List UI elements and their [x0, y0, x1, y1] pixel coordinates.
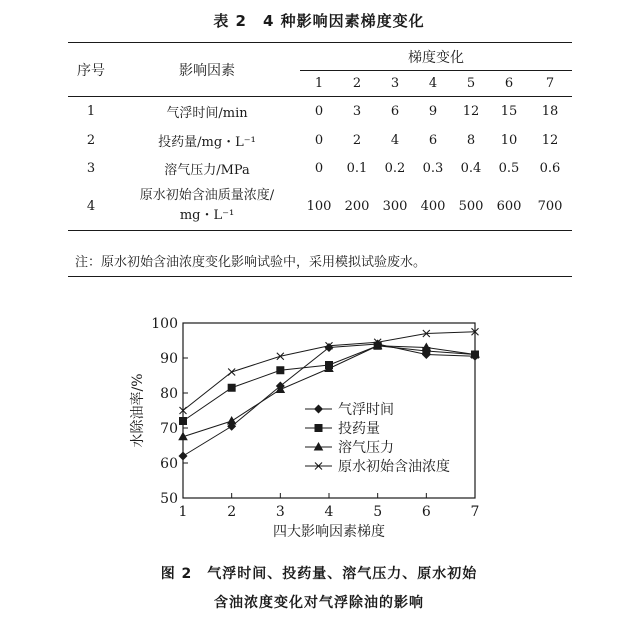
row-factor-line2: mg・L⁻¹	[179, 208, 235, 224]
legend-entry	[305, 458, 450, 475]
table-cell: 18	[541, 104, 559, 120]
table-cell: 400	[420, 198, 446, 214]
table-cell: 0	[314, 104, 324, 120]
series-3	[178, 341, 480, 441]
table-cell: 600	[496, 198, 522, 214]
table-cell: 9	[428, 104, 438, 120]
table-cell: 500	[458, 198, 484, 214]
row-index: 4	[86, 198, 96, 214]
legend-marker	[315, 424, 323, 432]
chart-series	[178, 328, 480, 460]
legend-marker	[314, 442, 324, 451]
level-cell: 1	[314, 76, 324, 91]
level-cell: 7	[545, 76, 555, 91]
table-cell: 200	[344, 198, 370, 214]
y-tick-label: 60	[160, 456, 178, 472]
series-line	[183, 346, 475, 421]
table-title: 表 2 4 种影响因素梯度变化	[213, 12, 425, 30]
level-cell: 6	[504, 76, 514, 91]
figure-caption-line2: 含油浓度变化对气浮除油的影响	[214, 595, 424, 611]
level-cell: 2	[352, 76, 362, 91]
table-cell: 0.5	[498, 161, 520, 176]
row-factor-line1: 原水初始含油质量浓度/	[139, 188, 275, 204]
x-tick-label: 2	[227, 504, 237, 520]
x-tick-label: 6	[421, 504, 431, 520]
level-cell: 5	[466, 76, 476, 91]
table-cell: 0.3	[422, 161, 444, 176]
legend-label: 原水初始含油浓度	[338, 459, 450, 475]
legend-entry	[305, 439, 394, 456]
x-tick-label: 3	[275, 504, 285, 520]
header-factor: 影响因素	[179, 62, 235, 79]
table-cell: 3	[352, 104, 362, 120]
table-cell: 10	[500, 133, 518, 148]
table-cell: 8	[466, 133, 476, 148]
table-cell: 700	[537, 198, 563, 214]
level-cell: 4	[428, 76, 438, 91]
y-tick-label: 100	[151, 316, 178, 332]
data-point	[325, 343, 334, 352]
legend-label: 投药量	[338, 421, 380, 437]
x-tick-label: 7	[470, 504, 480, 520]
table-cell: 2	[352, 133, 362, 148]
row-index: 1	[86, 104, 96, 120]
level-cell: 3	[390, 76, 400, 91]
table-cell: 6	[390, 104, 400, 120]
table-cell: 0	[314, 161, 324, 176]
chart-legend	[305, 402, 450, 475]
table-cell: 0.1	[346, 161, 368, 176]
table-cell: 0.2	[384, 161, 406, 176]
table-cell: 15	[500, 104, 518, 120]
data-point	[277, 353, 284, 360]
table-note: 注：原水初始含油浓度变化影响试验中，采用模拟试验废水。	[75, 255, 427, 270]
row-index: 2	[86, 133, 96, 148]
legend-marker	[314, 405, 323, 414]
data-point	[276, 366, 284, 374]
table-cell: 300	[382, 198, 408, 214]
row-factor: 溶气压力/MPa	[164, 163, 250, 178]
legend-entry	[305, 402, 394, 418]
header-index: 序号	[77, 62, 105, 79]
x-tick-label: 4	[324, 504, 334, 520]
data-point	[179, 417, 187, 425]
row-factor: 投药量/mg・L⁻¹	[158, 135, 256, 150]
x-axis-label: 四大影响因素梯度	[273, 524, 385, 540]
row-factor: 气浮时间/min	[166, 106, 248, 122]
x-tick-label: 1	[178, 504, 188, 520]
header-gradient: 梯度变化	[300, 43, 572, 71]
table-cell: 12	[462, 104, 480, 120]
y-axis-label: 水除油率/%	[130, 373, 146, 448]
x-tick-label: 5	[373, 504, 383, 520]
legend-label: 气浮时间	[338, 402, 394, 418]
y-tick-label: 50	[160, 491, 178, 507]
y-tick-label: 80	[160, 386, 178, 402]
data-point	[228, 384, 236, 392]
y-tick-label: 70	[160, 421, 178, 437]
series-line	[183, 344, 475, 456]
y-tick-label: 90	[160, 351, 178, 367]
data-point	[228, 369, 235, 376]
table-cell: 0	[314, 133, 324, 148]
table-cell: 0.6	[539, 161, 561, 176]
series-2	[179, 342, 479, 425]
row-index: 3	[86, 161, 96, 176]
legend-entry	[305, 420, 380, 437]
figure-caption-line1: 图 2 气浮时间、投药量、溶气压力、原水初始	[160, 566, 478, 582]
data-point	[422, 343, 432, 352]
table-cell: 0.4	[460, 161, 482, 176]
data-point	[179, 452, 188, 461]
table-cell: 100	[306, 198, 332, 214]
table-cell: 6	[428, 133, 438, 148]
data-point	[227, 416, 237, 425]
table-cell: 4	[390, 133, 400, 148]
table-cell: 12	[541, 133, 559, 148]
legend-label: 溶气压力	[338, 440, 394, 456]
series-1	[179, 340, 480, 461]
